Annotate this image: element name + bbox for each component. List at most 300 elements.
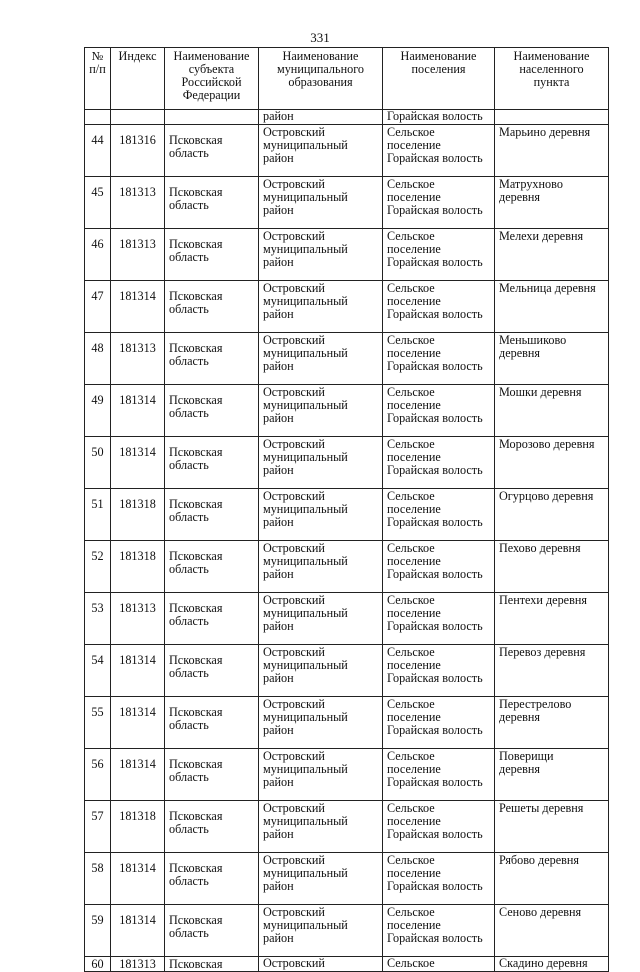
cell-index: 181316 xyxy=(111,125,165,177)
cell-line: Наименование xyxy=(400,49,477,63)
cell-line: Сельское xyxy=(387,281,435,295)
cell-line: деревня xyxy=(499,710,540,724)
cell-line: муниципальный xyxy=(263,658,348,672)
cell-line: Горайская волость xyxy=(387,775,483,789)
cell-subject xyxy=(165,110,259,125)
cell-subject xyxy=(165,697,259,749)
cell-municipality xyxy=(259,385,383,437)
cell-subject xyxy=(165,177,259,229)
cell-subject xyxy=(165,957,259,972)
cell-line: Псковская xyxy=(169,549,223,563)
header-municipality xyxy=(259,48,383,110)
cell-line: район xyxy=(263,515,294,529)
cell-line: муниципальный xyxy=(263,554,348,568)
table-row xyxy=(85,489,609,541)
header-settlement xyxy=(383,48,495,110)
cell-line: Горайская волость xyxy=(387,931,483,945)
cell-line: Сеново деревня xyxy=(499,905,582,919)
cell-line: муниципальный xyxy=(263,866,348,880)
cell-line: Островский xyxy=(263,385,325,399)
cell-line: Псковская xyxy=(169,185,223,199)
cell-municipality xyxy=(259,645,383,697)
cell-line: Сельское xyxy=(387,956,435,970)
cell-municipality xyxy=(259,281,383,333)
cell-locality xyxy=(495,905,609,957)
cell-line: Сельское xyxy=(387,437,435,451)
cell-line: Матрухново xyxy=(499,177,563,191)
cell-settlement xyxy=(383,385,495,437)
cell-line: Горайская волость xyxy=(387,567,483,581)
cell-locality xyxy=(495,125,609,177)
cell-subject xyxy=(165,333,259,385)
cell-line: район xyxy=(263,671,294,685)
cell-municipality xyxy=(259,177,383,229)
cell-line: район xyxy=(263,307,294,321)
cell-line: поселение xyxy=(387,450,441,464)
cell-settlement xyxy=(383,333,495,385)
cell-line: область xyxy=(169,926,209,940)
cell-line: деревня xyxy=(499,190,540,204)
cell-line: Островский xyxy=(263,593,325,607)
cell-line: Островский xyxy=(263,541,325,555)
cell-locality xyxy=(495,697,609,749)
cell-line: Наименование xyxy=(173,49,250,63)
cell-line: Псковская xyxy=(169,289,223,303)
cell-line: поселение xyxy=(387,294,441,308)
cell-line: муниципальный xyxy=(263,138,348,152)
cell-line: Псковская xyxy=(169,705,223,719)
table-row xyxy=(85,333,609,385)
cell-index: 181313 xyxy=(111,333,165,385)
cell-index: 181313 xyxy=(111,229,165,281)
cell-locality xyxy=(495,957,609,972)
cell-subject xyxy=(165,905,259,957)
cell-line: Наименование xyxy=(282,49,359,63)
table-row xyxy=(85,177,609,229)
cell-line: Островский xyxy=(263,749,325,763)
cell-line: область xyxy=(169,250,209,264)
cell-subject xyxy=(165,281,259,333)
cell-line: район xyxy=(263,619,294,633)
cell-municipality xyxy=(259,541,383,593)
cell-number: 47 xyxy=(85,281,111,333)
cell-line: район xyxy=(263,723,294,737)
cell-settlement xyxy=(383,905,495,957)
cell-subject xyxy=(165,229,259,281)
cell-line: муниципальный xyxy=(263,710,348,724)
cell-line: район xyxy=(263,109,294,123)
cell-index: 181314 xyxy=(111,385,165,437)
cell-line: Псковская xyxy=(169,653,223,667)
cell-index: 181318 xyxy=(111,489,165,541)
cell-line: Горайская волость xyxy=(387,827,483,841)
cell-line: область xyxy=(169,822,209,836)
cell-settlement xyxy=(383,593,495,645)
table-header-row xyxy=(85,48,609,110)
locality-table xyxy=(84,47,609,972)
cell-settlement xyxy=(383,697,495,749)
cell-number: 56 xyxy=(85,749,111,801)
cell-line: Горайская волость xyxy=(387,879,483,893)
cell-line: Федерации xyxy=(182,88,241,102)
cell-locality xyxy=(495,333,609,385)
cell-line: Горайская волость xyxy=(387,203,483,217)
cell-settlement xyxy=(383,229,495,281)
cell-line: Сельское xyxy=(387,905,435,919)
cell-line: муниципального xyxy=(277,62,364,76)
cell-line: область xyxy=(169,510,209,524)
cell-line: поселение xyxy=(387,658,441,672)
table-row xyxy=(85,853,609,905)
cell-line: Российской xyxy=(181,75,242,89)
cell-settlement xyxy=(383,281,495,333)
cell-number: 58 xyxy=(85,853,111,905)
cell-number: 55 xyxy=(85,697,111,749)
cell-line: Островский xyxy=(263,956,325,970)
cell-locality xyxy=(495,749,609,801)
cell-line: Островский xyxy=(263,853,325,867)
cell-line: Пентехи деревня xyxy=(499,593,587,607)
table-row xyxy=(85,905,609,957)
cell-line: поселение xyxy=(387,606,441,620)
cell-subject xyxy=(165,385,259,437)
cell-line: район xyxy=(263,411,294,425)
cell-line: Островский xyxy=(263,333,325,347)
cell-locality xyxy=(495,437,609,489)
cell-subject xyxy=(165,125,259,177)
cell-number: 60 xyxy=(85,957,111,972)
cell-line: Островский xyxy=(263,229,325,243)
cell-index xyxy=(111,110,165,125)
cell-line: район xyxy=(263,879,294,893)
cell-index: 181314 xyxy=(111,281,165,333)
cell-municipality xyxy=(259,489,383,541)
cell-line: Псковская xyxy=(169,393,223,407)
cell-line: Сельское xyxy=(387,125,435,139)
cell-line: Горайская волость xyxy=(387,307,483,321)
cell-municipality xyxy=(259,853,383,905)
cell-line: поселение xyxy=(387,866,441,880)
cell-line: муниципальный xyxy=(263,450,348,464)
cell-line: Мелехи деревня xyxy=(499,229,584,243)
cell-line: муниципальный xyxy=(263,918,348,932)
cell-settlement xyxy=(383,749,495,801)
cell-line: Островский xyxy=(263,801,325,815)
cell-number: 59 xyxy=(85,905,111,957)
cell-line: Наименование xyxy=(513,49,590,63)
cell-municipality xyxy=(259,229,383,281)
cell-number: 45 xyxy=(85,177,111,229)
cell-line: район xyxy=(263,359,294,373)
cell-index: 181314 xyxy=(111,853,165,905)
cell-line: Горайская волость xyxy=(387,411,483,425)
cell-line: Морозово деревня xyxy=(499,437,595,451)
cell-subject xyxy=(165,801,259,853)
cell-municipality xyxy=(259,110,383,125)
cell-line: муниципальный xyxy=(263,814,348,828)
cell-municipality xyxy=(259,697,383,749)
table-row xyxy=(85,645,609,697)
cell-municipality xyxy=(259,333,383,385)
cell-line: Псковская xyxy=(169,445,223,459)
cell-municipality xyxy=(259,801,383,853)
cell-line: область xyxy=(169,198,209,212)
cell-locality xyxy=(495,229,609,281)
header-number xyxy=(85,48,111,110)
continuation-row xyxy=(85,110,609,125)
cell-locality xyxy=(495,385,609,437)
cell-index: 181314 xyxy=(111,749,165,801)
cell-locality xyxy=(495,853,609,905)
cell-line: поселение xyxy=(387,918,441,932)
cell-line: поселение xyxy=(387,502,441,516)
cell-subject xyxy=(165,489,259,541)
cell-line: Псковская xyxy=(169,861,223,875)
cell-line: Горайская волость xyxy=(387,515,483,529)
cell-line: Сельское xyxy=(387,749,435,763)
cell-line: Горайская волость xyxy=(387,723,483,737)
cell-index: 181314 xyxy=(111,905,165,957)
cell-line: муниципальный xyxy=(263,346,348,360)
header-subject xyxy=(165,48,259,110)
cell-line: Горайская волость xyxy=(387,255,483,269)
cell-line: муниципальный xyxy=(263,242,348,256)
cell-line: Островский xyxy=(263,905,325,919)
table-row xyxy=(85,229,609,281)
cell-line: Скадино деревня xyxy=(499,956,588,970)
cell-municipality xyxy=(259,593,383,645)
cell-line: Псковская xyxy=(169,133,223,147)
cell-line: муниципальный xyxy=(263,606,348,620)
cell-number: 57 xyxy=(85,801,111,853)
cell-line: Сельское xyxy=(387,229,435,243)
cell-subject xyxy=(165,541,259,593)
cell-municipality xyxy=(259,957,383,972)
cell-municipality xyxy=(259,905,383,957)
table-row xyxy=(85,281,609,333)
cell-line: область xyxy=(169,666,209,680)
cell-line: район xyxy=(263,931,294,945)
cell-settlement xyxy=(383,957,495,972)
cell-locality xyxy=(495,489,609,541)
cell-line: Марьино деревня xyxy=(499,125,591,139)
cell-line: поселение xyxy=(387,554,441,568)
cell-line: поселение xyxy=(387,814,441,828)
cell-locality xyxy=(495,593,609,645)
cell-settlement xyxy=(383,177,495,229)
cell-settlement xyxy=(383,110,495,125)
cell-line: Островский xyxy=(263,437,325,451)
cell-subject xyxy=(165,853,259,905)
cell-line: Псковская xyxy=(169,809,223,823)
cell-line: Сельское xyxy=(387,593,435,607)
cell-line: № xyxy=(91,49,104,63)
cell-number: 51 xyxy=(85,489,111,541)
cell-line: Сельское xyxy=(387,853,435,867)
table-row xyxy=(85,541,609,593)
cell-line: Псковская xyxy=(169,497,223,511)
cell-index: 181314 xyxy=(111,437,165,489)
cell-line: поселение xyxy=(387,710,441,724)
cell-locality xyxy=(495,177,609,229)
cell-line: область xyxy=(169,562,209,576)
cell-subject xyxy=(165,749,259,801)
cell-index: 181313 xyxy=(111,593,165,645)
cell-line: Сельское xyxy=(387,801,435,815)
header-index xyxy=(111,48,165,110)
table-row xyxy=(85,801,609,853)
cell-number: 49 xyxy=(85,385,111,437)
cell-number: 48 xyxy=(85,333,111,385)
cell-line: п/п xyxy=(89,62,106,76)
cell-line: муниципальный xyxy=(263,502,348,516)
table-row xyxy=(85,437,609,489)
cell-line: Рябово деревня xyxy=(499,853,580,867)
cell-line: деревня xyxy=(499,346,540,360)
cell-line: район xyxy=(263,255,294,269)
cell-line: поселение xyxy=(387,346,441,360)
cell-settlement xyxy=(383,541,495,593)
cell-settlement xyxy=(383,437,495,489)
cell-line: Индекс xyxy=(118,49,157,63)
cell-line: поселение xyxy=(387,398,441,412)
cell-line: поселение xyxy=(387,190,441,204)
cell-line: область xyxy=(169,406,209,420)
cell-line: район xyxy=(263,151,294,165)
page-number: 331 xyxy=(310,30,330,45)
cell-line: Островский xyxy=(263,177,325,191)
cell-line: Горайская волость xyxy=(387,359,483,373)
cell-line: область xyxy=(169,614,209,628)
cell-line: муниципальный xyxy=(263,294,348,308)
cell-line: Поверищи xyxy=(499,749,554,763)
cell-index: 181314 xyxy=(111,645,165,697)
cell-line: Островский xyxy=(263,281,325,295)
cell-line: Огурцово деревня xyxy=(499,489,594,503)
cell-settlement xyxy=(383,645,495,697)
cell-subject xyxy=(165,645,259,697)
cell-locality xyxy=(495,541,609,593)
cell-locality xyxy=(495,645,609,697)
cell-line: Горайская волость xyxy=(387,463,483,477)
cell-number: 50 xyxy=(85,437,111,489)
cell-line: субъекта xyxy=(188,62,235,76)
cell-number: 53 xyxy=(85,593,111,645)
cell-index: 181314 xyxy=(111,697,165,749)
cell-line: область xyxy=(169,770,209,784)
cell-line: Перестрелово xyxy=(499,697,572,711)
cell-line: Псковская xyxy=(169,957,223,971)
cell-locality xyxy=(495,110,609,125)
cell-line: район xyxy=(263,203,294,217)
cell-number: 54 xyxy=(85,645,111,697)
cell-line: Горайская волость xyxy=(387,619,483,633)
cell-number xyxy=(85,110,111,125)
table-row-partial xyxy=(85,957,609,972)
cell-subject xyxy=(165,593,259,645)
cell-line: район xyxy=(263,567,294,581)
cell-locality xyxy=(495,281,609,333)
cell-line: Островский xyxy=(263,125,325,139)
cell-line: район xyxy=(263,827,294,841)
cell-line: область xyxy=(169,718,209,732)
cell-line: Островский xyxy=(263,489,325,503)
cell-municipality xyxy=(259,749,383,801)
cell-number: 46 xyxy=(85,229,111,281)
cell-number: 44 xyxy=(85,125,111,177)
cell-line: Сельское xyxy=(387,541,435,555)
cell-line: поселения xyxy=(411,62,466,76)
cell-line: муниципальный xyxy=(263,398,348,412)
cell-index: 181313 xyxy=(111,177,165,229)
cell-line: Сельское xyxy=(387,697,435,711)
cell-line: Псковская xyxy=(169,237,223,251)
cell-settlement xyxy=(383,801,495,853)
cell-line: район xyxy=(263,775,294,789)
cell-line: Мошки деревня xyxy=(499,385,582,399)
cell-line: поселение xyxy=(387,242,441,256)
cell-line: Псковская xyxy=(169,757,223,771)
cell-line: муниципальный xyxy=(263,190,348,204)
cell-number: 52 xyxy=(85,541,111,593)
cell-line: Меньшиково xyxy=(499,333,567,347)
cell-line: Мельница деревня xyxy=(499,281,596,295)
cell-municipality xyxy=(259,125,383,177)
table-row xyxy=(85,125,609,177)
cell-line: область xyxy=(169,302,209,316)
cell-line: пункта xyxy=(533,75,570,89)
cell-line: район xyxy=(263,463,294,477)
cell-line: Сельское xyxy=(387,385,435,399)
cell-line: область xyxy=(169,354,209,368)
cell-line: Горайская волость xyxy=(387,671,483,685)
cell-line: область xyxy=(169,458,209,472)
cell-line: поселение xyxy=(387,138,441,152)
cell-line: муниципальный xyxy=(263,762,348,776)
cell-line: образования xyxy=(288,75,353,89)
cell-line: Перевоз деревня xyxy=(499,645,586,659)
cell-line: Горайская волость xyxy=(387,151,483,165)
cell-index: 181318 xyxy=(111,801,165,853)
cell-line: область xyxy=(169,874,209,888)
cell-settlement xyxy=(383,125,495,177)
cell-line: Сельское xyxy=(387,333,435,347)
header-locality xyxy=(495,48,609,110)
cell-line: Псковская xyxy=(169,601,223,615)
cell-locality xyxy=(495,801,609,853)
cell-settlement xyxy=(383,853,495,905)
cell-subject xyxy=(165,437,259,489)
cell-line: населенного xyxy=(519,62,584,76)
cell-index: 181318 xyxy=(111,541,165,593)
cell-line: Псковская xyxy=(169,341,223,355)
cell-line: Островский xyxy=(263,645,325,659)
table-row xyxy=(85,385,609,437)
table-row xyxy=(85,749,609,801)
cell-line: поселение xyxy=(387,762,441,776)
table-row xyxy=(85,697,609,749)
cell-line: Горайская волость xyxy=(387,109,483,123)
table-row xyxy=(85,593,609,645)
cell-municipality xyxy=(259,437,383,489)
cell-line: Псковская xyxy=(169,913,223,927)
cell-line: Сельское xyxy=(387,177,435,191)
cell-line: область xyxy=(169,146,209,160)
cell-line: Решеты деревня xyxy=(499,801,584,815)
cell-line: Пехово деревня xyxy=(499,541,581,555)
cell-line: Сельское xyxy=(387,645,435,659)
cell-settlement xyxy=(383,489,495,541)
